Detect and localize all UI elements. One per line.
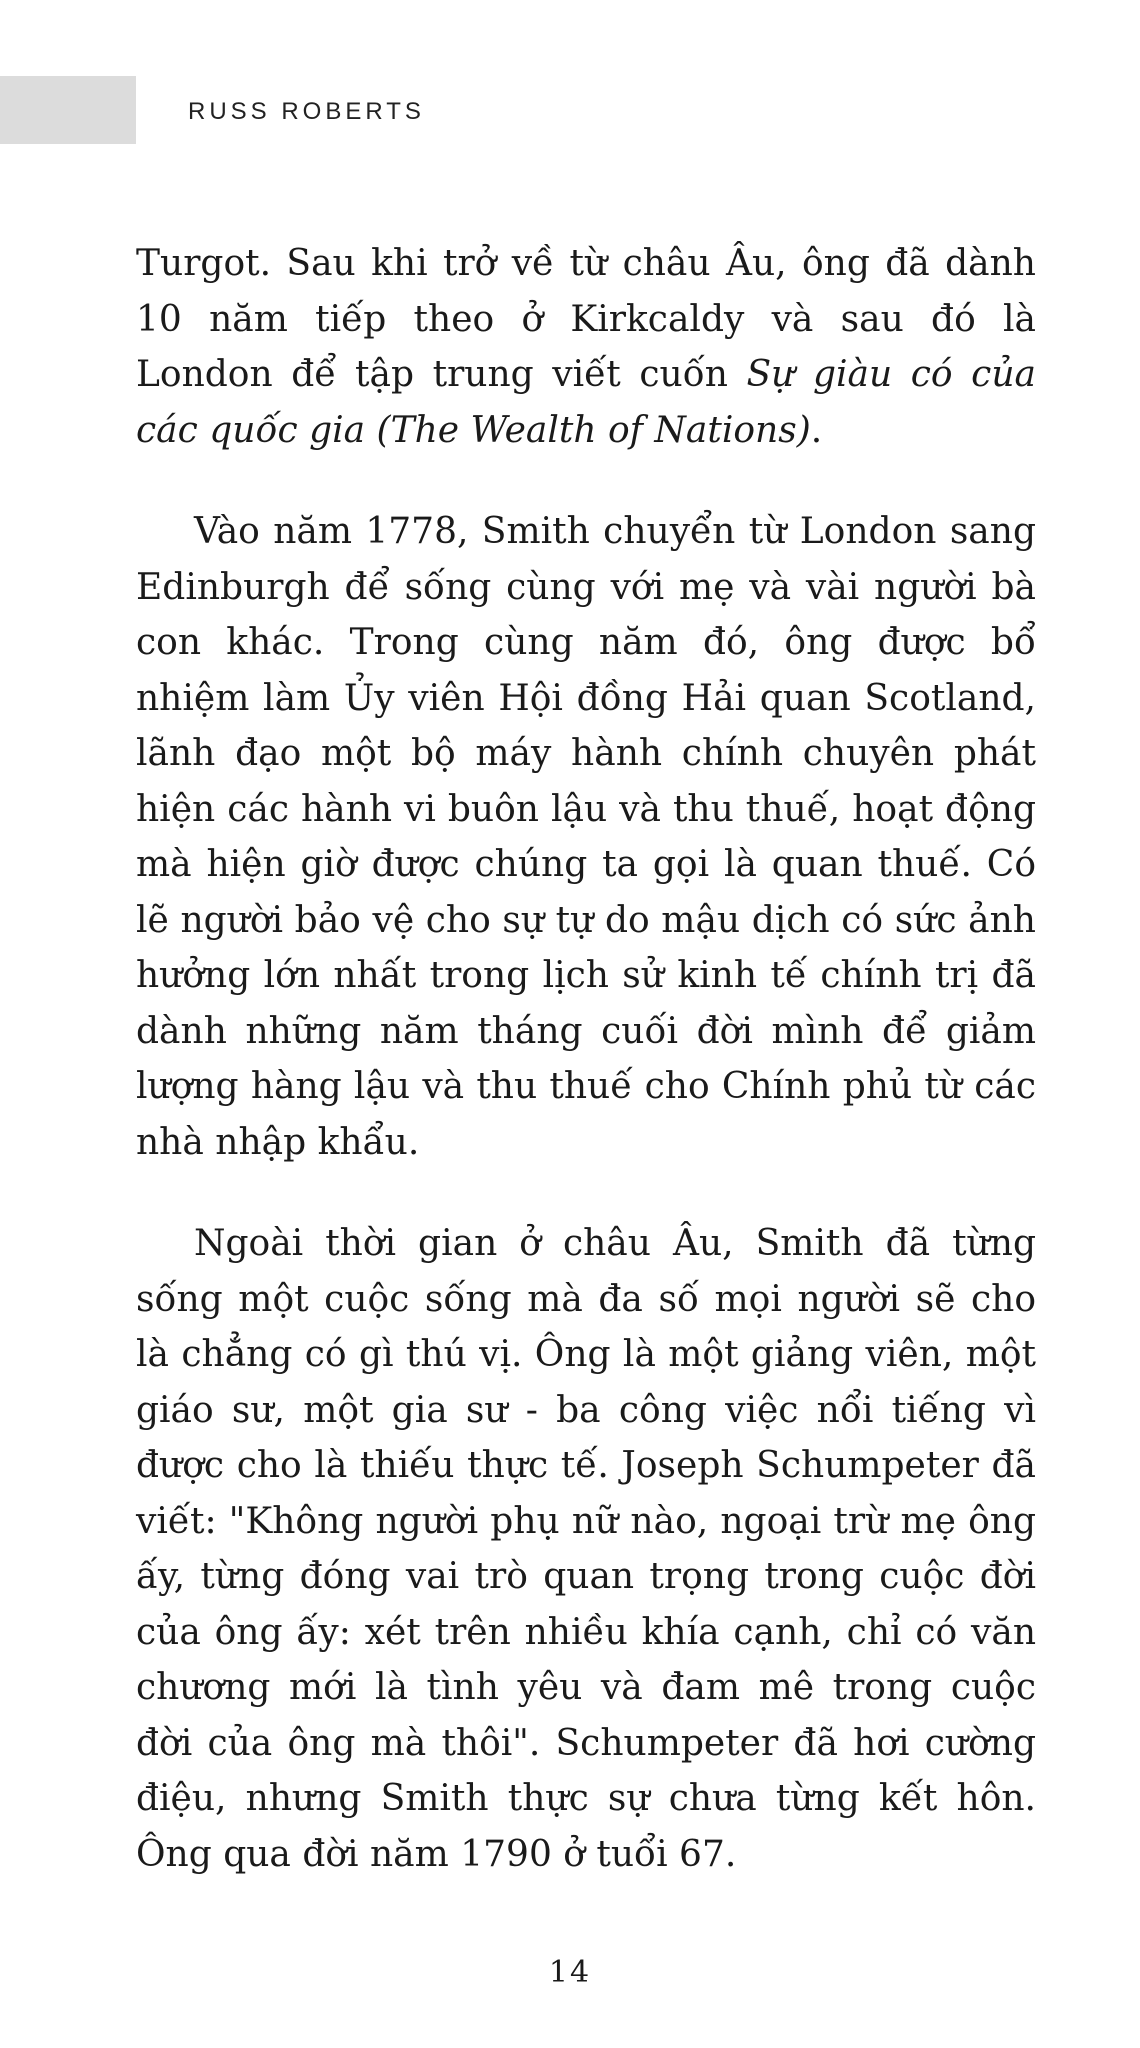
page-edge-tab — [0, 76, 136, 144]
paragraph-1-text: Turgot. Sau khi trở về từ châu Âu, ông đã dành 10 năm tiếp theo ở Kirkcaldy và sau đó là London để tập trung viết cuốn — [136, 243, 1036, 395]
paragraph-2: Vào năm 1778, Smith chuyển từ London sang Edinburgh để sống cùng với mẹ và vài người bà con khác. Trong cùng năm đó, ông được bổ nhiệm làm Ủy viên Hội đồng Hải quan Scotland, lãnh đạo một bộ máy hành chính chuyên phát hiện các hành vi buôn lậu và thu thuế, hoạt động mà hiện giờ được chúng ta gọi là quan thuế. Có lẽ người bảo vệ cho sự tự do mậu dịch có sức ảnh hưởng lớn nhất trong lịch sử kinh tế chính trị đã dành những năm tháng cuối đời mình để giảm lượng hàng lậu và thu thuế cho Chính phủ từ các nhà nhập khẩu. — [136, 511, 1036, 1163]
body-text — [136, 236, 1036, 1882]
book-title-italic: Sự giàu có của các quốc gia (The Wealth of Nations) — [136, 354, 1036, 451]
paragraph-3: Ngoài thời gian ở châu Âu, Smith đã từng sống một cuộc sống mà đa số mọi người sẽ cho là chẳng có gì thú vị. Ông là một giảng viên, một giáo sư, một gia sư - ba công việc nổi tiếng vì được cho là thiếu thực tế. Joseph Schumpeter đã viết: "Không người phụ nữ nào, ngoại trừ mẹ ông ấy, từng đóng vai trò quan trọng trong cuộc đời của ông ấy: xét trên nhiều khía cạnh, chỉ có văn chương mới là tình yêu và đam mê trong cuộc đời của ông mà thôi". Schumpeter đã hơi cường điệu, nhưng Smith thực sự chưa từng kết hôn. Ông qua đời năm 1790 ở tuổi 67. — [136, 1223, 1036, 1875]
paragraph-1 — [136, 236, 1036, 458]
paragraph-1-end: . — [810, 409, 823, 451]
running-header-author: RUSS ROBERTS — [188, 98, 425, 125]
page-number: 14 — [548, 1955, 592, 1990]
